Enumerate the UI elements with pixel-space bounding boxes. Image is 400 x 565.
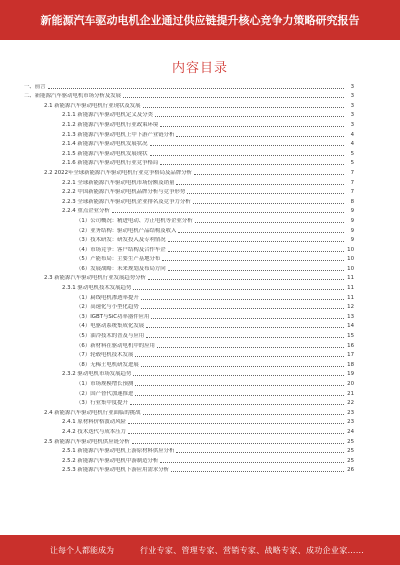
toc-entry-text: （2）业务结构：驱动电机产品结构及收入 [76,227,177,234]
toc-leader-dots [176,136,344,137]
toc-entry-page: 4 [350,131,354,138]
toc-leader-dots [162,260,344,261]
toc-entry-page: 15 [347,333,354,340]
toc-entry-text: 2.1.6 新能源汽车驱动电机行业竞争格局 [62,160,159,167]
toc-leader-dots [195,222,344,223]
toc-leader-dots [148,279,344,280]
toc-entry[interactable] [24,454,354,464]
toc-entry-text: 2.4 新能源汽车驱动电机行业面临的挑战 [44,409,141,416]
toc-entry-page: 3 [350,112,354,119]
toc-leader-dots [160,164,344,165]
toc-leader-dots [132,443,344,444]
toc-entry[interactable] [24,147,354,157]
toc-entry-page: 25 [347,438,354,445]
toc-leader-dots [128,433,344,434]
toc-entry-text: 2.3.2 驱动电机市场发展趋势 [62,371,132,378]
toc-leader-dots [168,270,344,271]
toc-entry-text: 2.4.1 原材料价格波动风险 [62,419,126,426]
toc-entry[interactable] [24,416,354,426]
toc-entry[interactable] [24,80,354,90]
toc-entry-text: 2.1.3 新能源汽车驱动电机上中下游产业链分析 [62,131,175,138]
toc-entry-text: （3）IGBT与SiC功率器件应用 [76,313,150,320]
toc-entry-page: 12 [347,304,354,311]
toc-entry-text: （3）技术研发：研发投入及专利情况 [76,237,166,244]
toc-entry-text: 2.1.2 新能源汽车驱动电机行业政策环境 [62,121,159,128]
toc-entry[interactable] [24,425,354,435]
toc-entry-text: 一、前言 [24,83,46,90]
toc-entry-page: 9 [350,208,354,215]
toc-leader-dots [168,241,344,242]
toc-leader-dots [160,126,344,127]
toc-entry-page: 14 [347,323,354,330]
toc-leader-dots [160,462,344,463]
toc-leader-dots [48,88,344,89]
toc-leader-dots [176,452,344,453]
toc-leader-dots [171,471,344,472]
toc-entry[interactable] [24,339,354,349]
toc-entry-text: 2.3 新能源汽车驱动电机行业发展趋势分析 [44,275,146,282]
toc-entry-text: 2.1 新能源汽车驱动电机行业现状及发展 [44,102,141,109]
toc-entry[interactable] [24,128,354,138]
toc-leader-dots [178,232,344,233]
toc-entry[interactable] [24,320,354,330]
toc-leader-dots [143,107,344,108]
toc-entry-page: 25 [347,457,354,464]
toc-entry-page: 22 [347,400,354,407]
toc-entry[interactable] [24,281,354,291]
toc-entry[interactable] [24,214,354,224]
toc-leader-dots [141,366,344,367]
toc-leader-dots [141,299,344,300]
toc-entry-page: 13 [347,313,354,320]
toc-entry[interactable] [24,291,354,301]
toc-entry-text: （2）国产替代加速推进 [76,390,134,397]
toc-entry-text: 2.2 2022年全球新能源汽车驱动电机行业竞争格局及品牌分析 [44,169,192,176]
toc-leader-dots [193,203,344,204]
toc-leader-dots [155,116,344,117]
toc-entry-page: 19 [347,371,354,378]
toc-entry[interactable] [24,329,354,339]
toc-entry-text: （8）无稀土电机研发进展 [76,361,139,368]
toc-entry-text: （1）扁线电机渗透率提升 [76,294,139,301]
toc-leader-dots [176,184,344,185]
toc-entry[interactable] [24,310,354,320]
toc-entry-text: 2.1.1 新能源汽车驱动电机定义及分类 [62,112,153,119]
toc-leader-dots [135,385,344,386]
toc-leader-dots [150,155,344,156]
toc-leader-dots [141,308,344,309]
toc-entry-page: 23 [347,409,354,416]
toc-entry-text: 2.2.3 全球新能源汽车驱动电机企业排名及竞争力分析 [62,198,191,205]
toc-entry[interactable] [24,157,354,167]
toc-entry-page: 20 [347,381,354,387]
toc-entry[interactable] [24,253,354,263]
toc-entry[interactable] [24,272,354,282]
toc-entry-text: 2.3.1 驱动电机技术发展趋势 [62,285,132,292]
toc-entry[interactable] [24,176,354,186]
toc-entry-text: 2.5.3 新能源汽车驱动电机下游应用需求分析 [62,467,170,474]
toc-entry-page: 7 [350,189,354,196]
toc-entry-page: 18 [347,361,354,368]
toc-entry-text: （5）产能布局：主要生产基地分布 [76,256,161,263]
toc-entry-text: （5）油冷技术的普及与应用 [76,333,145,340]
toc-entry-text: （4）市场竞争：客户结构及合作车企 [76,246,166,253]
toc-entry-page: 10 [347,265,354,272]
table-of-contents [24,80,354,473]
footer-roles: 行业专家、管理专家、营销专家、战略专家、成功企业家…… [140,545,365,555]
toc-entry-text: 2.2.4 重点企业分析 [62,208,110,215]
toc-entry-text: （7）轮毂电机技术发展 [76,352,134,359]
toc-leader-dots [157,347,344,348]
toc-leader-dots [143,414,344,415]
toc-entry[interactable] [24,377,354,387]
toc-entry-text: （3）行业集中度提升 [76,400,128,407]
toc-entry-page: 5 [350,150,354,157]
toc-entry[interactable] [24,397,354,407]
toc-entry-text: （1）公司概况：精进电动、方正电机等企业分析 [76,217,193,224]
toc-entry[interactable] [24,301,354,311]
toc-entry-page: 11 [347,285,354,292]
toc-leader-dots [133,375,344,376]
toc-leader-dots [135,356,344,357]
toc-entry-page: 3 [350,93,354,100]
toc-entry-page: 7 [350,169,354,176]
toc-entry[interactable] [24,138,354,148]
toc-leader-dots [135,395,344,396]
toc-entry-page: 7 [350,179,354,186]
toc-entry[interactable] [24,406,354,416]
toc-entry-text: 2.5.2 新能源汽车驱动电机中游制造分析 [62,457,159,464]
toc-entry-text: 2.5.1 新能源汽车驱动电机上游原材料供应分析 [62,448,175,455]
toc-entry-page: 11 [347,294,354,301]
toc-entry[interactable] [24,243,354,253]
toc-entry-page: 9 [350,237,354,244]
toc-leader-dots [146,337,344,338]
toc-leader-dots [128,423,344,424]
footer-slogan: 让每个人都能成为 [50,545,114,555]
toc-entry-page: 25 [347,448,354,455]
toc-entry-text: 2.5 新能源汽车驱动电机供应链分析 [44,438,130,445]
toc-leader-dots [150,145,344,146]
toc-entry-text: 2.2.1 全球新能源汽车驱动电机市场份额及销量 [62,179,175,186]
report-title: 新能源汽车驱动电机企业通过供应链提升核心竞争力策略研究报告 [40,13,360,27]
toc-entry-page: 3 [350,102,354,109]
toc-entry[interactable] [24,109,354,119]
toc-leader-dots [123,97,344,98]
toc-entry-page: 26 [347,467,354,474]
toc-entry-page: 9 [350,227,354,234]
toc-entry[interactable] [24,195,354,205]
toc-entry-text: （4）电驱动系统集成化发展 [76,323,145,330]
toc-entry-page: 9 [350,217,354,224]
header-banner [0,0,400,40]
toc-entry[interactable] [24,224,354,234]
toc-entry[interactable] [24,234,354,244]
toc-entry[interactable] [24,99,354,109]
toc-entry-page: 23 [347,419,354,426]
toc-entry[interactable] [24,186,354,196]
toc-entry[interactable] [24,368,354,378]
toc-entry-page: 24 [347,428,354,435]
toc-entry[interactable] [24,90,354,100]
toc-entry-text: （2）高速化与小型化趋势 [76,304,139,311]
toc-entry[interactable] [24,205,354,215]
toc-entry[interactable] [24,166,354,176]
toc-leader-dots [168,251,344,252]
toc-entry[interactable] [24,262,354,272]
toc-entry[interactable] [24,387,354,397]
toc-entry-text: 2.1.4 新能源汽车驱动电机发展状况 [62,141,148,148]
toc-entry-text: 2.2.2 中国新能源汽车驱动电机品牌分析与竞争形势 [62,189,186,196]
toc-leader-dots [146,327,344,328]
toc-entry-page: 3 [350,121,354,128]
toc-entry-text: 2.1.5 新能源汽车驱动电机发展现状 [62,150,148,157]
toc-entry[interactable] [24,349,354,359]
toc-leader-dots [130,404,344,405]
toc-entry-page: 8 [350,198,354,205]
toc-entry-text: 2.4.2 技术迭代与成本压力 [62,428,126,435]
toc-leader-dots [187,193,344,194]
toc-heading: 内容目录 [171,61,228,76]
toc-leader-dots [194,174,344,175]
toc-entry-page: 21 [347,390,354,397]
toc-entry-page: 10 [347,256,354,263]
footer-banner [0,535,400,565]
toc-entry[interactable] [24,118,354,128]
toc-entry[interactable] [24,358,354,368]
toc-entry[interactable] [24,435,354,445]
toc-entry-text: （1）市场规模增长预测 [76,381,134,387]
toc-entry-page: 4 [350,141,354,148]
toc-entry-text: （6）新材料在驱动电机中的应用 [76,342,155,349]
toc-leader-dots [112,212,344,213]
toc-entry-page: 10 [347,246,354,253]
toc-entry-text: （6）发展战略：未来规划及布局方向 [76,265,166,272]
toc-entry-page: 16 [347,342,354,349]
toc-entry-text: 二、新能源汽车驱动电机市场分析及发展 [24,93,122,100]
toc-entry-page: 5 [350,160,354,167]
toc-entry-page: 11 [347,275,354,282]
toc-entry-page: 17 [347,352,354,359]
toc-leader-dots [151,318,344,319]
toc-entry[interactable] [24,464,354,474]
toc-leader-dots [133,289,344,290]
toc-entry[interactable] [24,445,354,455]
toc-entry-page: 3 [350,83,354,90]
